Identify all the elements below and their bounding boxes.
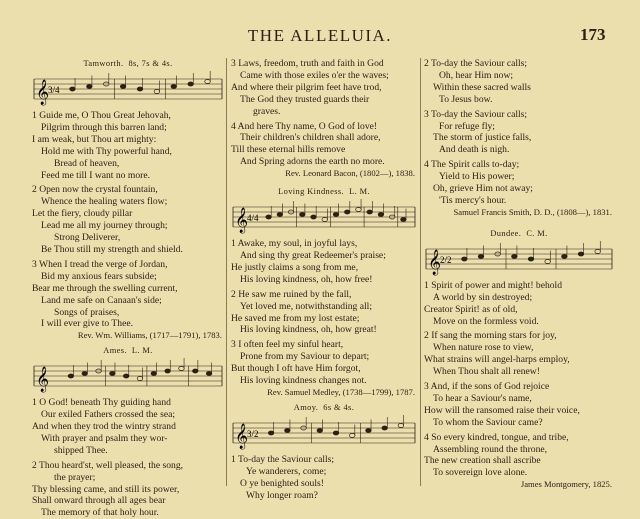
hymn-line: O ye benighted souls!: [240, 477, 324, 489]
note-head: [333, 213, 339, 217]
hymn-line: Shall onward through all ages bear: [32, 495, 166, 507]
hymn-line: Be Thou still my strength and shield.: [41, 243, 183, 255]
hymn-line: shipped Thee.: [54, 444, 108, 456]
hymn-line: Strong Deliverer,: [54, 232, 121, 244]
hymn-line: A world by sin destroyed;: [433, 291, 533, 303]
hymn-line: I will ever give to Thee.: [41, 318, 133, 330]
note-head: [578, 252, 584, 256]
music-staff-dundee: [424, 241, 614, 277]
note-head: [462, 257, 468, 261]
hymn-line: Within these sacred walls: [433, 81, 531, 93]
treble-clef-icon: 𝄞: [428, 248, 442, 274]
hymn-line: 3 And, if the sons of God rejoice: [424, 381, 550, 393]
hymn-line: 3 When I tread the verge of Jordan,: [32, 258, 168, 270]
note-head: [349, 433, 355, 437]
hymn-line: Creator Spirit! as of old,: [424, 303, 518, 315]
hymn-line: And death is nigh.: [439, 144, 510, 156]
music-staff-tamworth: [32, 71, 224, 107]
hymn-line: What strains will angel-harps employ,: [424, 354, 570, 366]
note-head: [300, 213, 306, 217]
tune-heading: Dundee. C. M.: [490, 228, 548, 238]
note-head: [344, 210, 350, 214]
hymn-line: Why longer roam?: [246, 489, 318, 501]
note-head: [123, 374, 129, 378]
note-head: [333, 431, 339, 435]
hymn-line: With prayer and psalm they wor-: [41, 432, 168, 444]
hymn-line: 2 He saw me ruined by the fall,: [231, 288, 352, 300]
hymn-line: I am weak, but Thou art mighty:: [32, 133, 157, 145]
note-head: [171, 85, 177, 89]
hymn-line: 4 The Spirit calls to-day;: [424, 159, 520, 171]
note-head: [562, 254, 568, 258]
hymn-line: Pilgrim through this barren land;: [41, 121, 167, 133]
note-head: [165, 369, 171, 373]
hymn-line: Whence the healing waters flow;: [41, 196, 168, 208]
note-head: [82, 372, 88, 376]
hymn-line: 2 If sang the morning stars for joy,: [424, 330, 557, 342]
hymn-line: 4 And here Thy name, O God of love!: [231, 120, 378, 132]
hymn-line: He saved me from my lost estate;: [231, 312, 360, 324]
note-head: [545, 259, 551, 263]
time-signature: 4/4: [247, 213, 259, 224]
note-head: [179, 367, 185, 371]
hymn-line: Thy blessing came, and still its power,: [32, 483, 180, 495]
note-head: [205, 80, 211, 84]
hymn-line: Hold me with Thy powerful hand,: [41, 145, 172, 157]
hymn-line: Bear me through the swelling current,: [32, 282, 178, 294]
hymn-line: The storm of justice falls,: [433, 132, 532, 144]
hymn-line: 1 To-day the Saviour calls;: [231, 453, 335, 465]
tune-heading: Ames. L. M.: [103, 346, 153, 356]
hymn-line: Feed me till I want no more.: [41, 169, 150, 181]
tune-heading: Loving Kindness. L. M.: [278, 187, 370, 197]
music-staff-ames: [32, 358, 224, 394]
note-head: [356, 208, 362, 212]
hymn-attribution: Samuel Francis Smith, D. D., (1808—), 1831.: [453, 206, 612, 217]
note-head: [478, 254, 484, 258]
hymn-line: Move on the formless void.: [433, 315, 539, 327]
note-head: [154, 90, 160, 94]
note-head: [137, 377, 143, 381]
hymn-line: Assembling round the throne,: [433, 443, 548, 455]
hymn-line: The memory of that holy hour.: [41, 507, 159, 519]
hymn-line: How will the ransomed raise their voice,: [424, 404, 580, 416]
note-head: [137, 87, 143, 91]
hymn-line: Oh, hear Him now;: [439, 69, 514, 81]
hymn-attribution: Rev. Leonard Bacon, (1802—), 1838.: [285, 168, 415, 179]
hymn-line: Came with those exiles o'er the waves;: [240, 69, 389, 81]
hymn-line: 1 Spirit of power and might! behold: [424, 279, 563, 291]
hymn-line: Prone from my Saviour to depart;: [240, 351, 370, 363]
note-head: [317, 428, 323, 432]
note-head: [266, 215, 272, 219]
column-divider: [420, 58, 421, 486]
treble-clef-icon: 𝄞: [235, 207, 249, 233]
note-head: [188, 82, 194, 86]
hymn-line: Ye wanderers, come;: [246, 465, 327, 477]
time-signature: 2/2: [440, 254, 452, 265]
hymn-line: Till these eternal hills remove: [231, 144, 346, 156]
hymn-line: 3 Laws, freedom, truth and faith in God: [231, 58, 384, 69]
hymn-line: Lead me all my journey through;: [41, 220, 168, 232]
treble-clef-icon: 𝄞: [36, 366, 50, 392]
hymn-line: And sing thy great Redeemer's praise;: [240, 249, 386, 261]
hymn-line: 4 So every kindred, tongue, and tribe,: [424, 431, 569, 443]
hymn-line: 3 To-day the Saviour calls;: [424, 108, 528, 120]
hymn-line: The new creation shall ascribe: [424, 455, 541, 467]
column-left: [32, 58, 224, 519]
note-head: [382, 426, 388, 430]
note-head: [398, 423, 404, 427]
page-number: 173: [580, 25, 606, 44]
hymn-line: For refuge fly;: [439, 120, 495, 132]
note-head: [268, 431, 274, 435]
hymn-line: Their children's children shall adore,: [240, 132, 381, 144]
hymn-line: To sovereign love alone.: [433, 467, 528, 479]
tune-heading: Amoy. 6s & 4s.: [293, 402, 355, 412]
note-head: [366, 428, 372, 432]
hymn-line: 2 To-day the Saviour calls;: [424, 58, 528, 69]
treble-clef-icon: 𝄞: [36, 79, 50, 104]
note-head: [68, 374, 74, 378]
note-head: [70, 87, 76, 91]
note-head: [151, 372, 157, 376]
note-head: [206, 372, 212, 376]
hymn-line: Land me safe on Canaan's side;: [41, 294, 162, 306]
note-head: [367, 210, 373, 214]
time-signature: 3/2: [247, 428, 259, 439]
page-title: THE ALLELUIA.: [247, 26, 393, 45]
hymn-line: He justly claims a song from me,: [231, 261, 359, 273]
music-staff-loving-kindness: [231, 199, 417, 235]
column-right: [424, 58, 614, 491]
note-head: [87, 85, 93, 89]
hymn-line: 1 O God! beneath Thy guiding hand: [32, 397, 171, 409]
note-head: [120, 85, 126, 89]
hymn-line: graves.: [253, 105, 281, 117]
hymn-line: Our exiled Fathers crossed the sea;: [41, 409, 176, 421]
note-head: [110, 372, 116, 376]
hymn-line: Let the fiery, cloudy pillar: [32, 208, 133, 220]
hymn-line: Yield to His power;: [439, 171, 515, 183]
hymn-line: 2 Open now the crystal fountain,: [32, 184, 158, 196]
hymn-line: His loving kindness, oh, how free!: [240, 273, 373, 285]
note-head: [192, 369, 198, 373]
note-head: [285, 428, 291, 432]
hymn-line: To whom the Saviour came?: [433, 416, 543, 428]
hymn-line: To Jesus bow.: [439, 93, 493, 105]
hymn-line: the prayer;: [54, 471, 96, 483]
time-signature: 3/4: [48, 85, 60, 95]
hymn-line: 1 Awake, my soul, in joyful lays,: [231, 238, 358, 250]
hymn-line: 3 I often feel my sinful heart,: [231, 339, 344, 351]
note-head: [595, 249, 601, 253]
hymn-line: And Spring adorns the earth no more.: [240, 156, 385, 168]
hymn-line: His loving kindness, oh, how great!: [240, 324, 377, 336]
note-head: [528, 257, 534, 261]
hymn-line: Yet loved me, notwithstanding all;: [240, 300, 372, 312]
column-divider: [226, 58, 227, 486]
note-head: [322, 218, 328, 222]
hymn-line: 1 Guide me, O Thou Great Jehovah,: [32, 110, 171, 121]
note-head: [311, 215, 317, 219]
hymn-attribution: James Montgomery, 1825.: [520, 479, 612, 490]
hymn-line: The God they trusted guards their: [240, 93, 370, 105]
hymn-attribution: Rev. Samuel Medley, (1738—1799), 1787.: [267, 386, 415, 397]
hymn-attribution: Rev. Wm. Williams, (1717—1791), 1783.: [77, 330, 222, 341]
hymn-line: To hear a Saviour's name,: [433, 392, 532, 404]
hymn-line: And where their pilgrim feet have trod,: [231, 81, 382, 93]
hymn-line: His loving kindness changes not.: [240, 375, 367, 387]
hymn-line: 2 Thou heard'st, well pleased, the song,: [32, 459, 184, 471]
hymn-line: Bread of heaven,: [54, 157, 120, 169]
music-staff-amoy: [231, 415, 417, 451]
hymn-line: 'Tis mercy's hour.: [439, 194, 507, 206]
treble-clef-icon: 𝄞: [235, 422, 249, 448]
hymn-line: When nature rose to view,: [433, 342, 534, 354]
note-head: [277, 213, 283, 217]
column-middle: [231, 58, 417, 501]
hymn-line: Songs of praises,: [54, 306, 120, 318]
tune-heading: Tamworth. 8s, 7s & 4s.: [83, 59, 173, 68]
hymn-line: When Thou shalt all renew!: [433, 366, 540, 378]
note-head: [401, 218, 407, 222]
hymn-line: And when they trod the wintry strand: [32, 421, 176, 433]
note-head: [378, 213, 384, 217]
note-head: [512, 254, 518, 258]
hymn-line: Bid my anxious fears subside;: [41, 270, 157, 282]
hymn-line: But though I oft have Him forgot,: [231, 363, 361, 375]
hymn-line: Oh, grieve Him not away;: [433, 183, 533, 195]
